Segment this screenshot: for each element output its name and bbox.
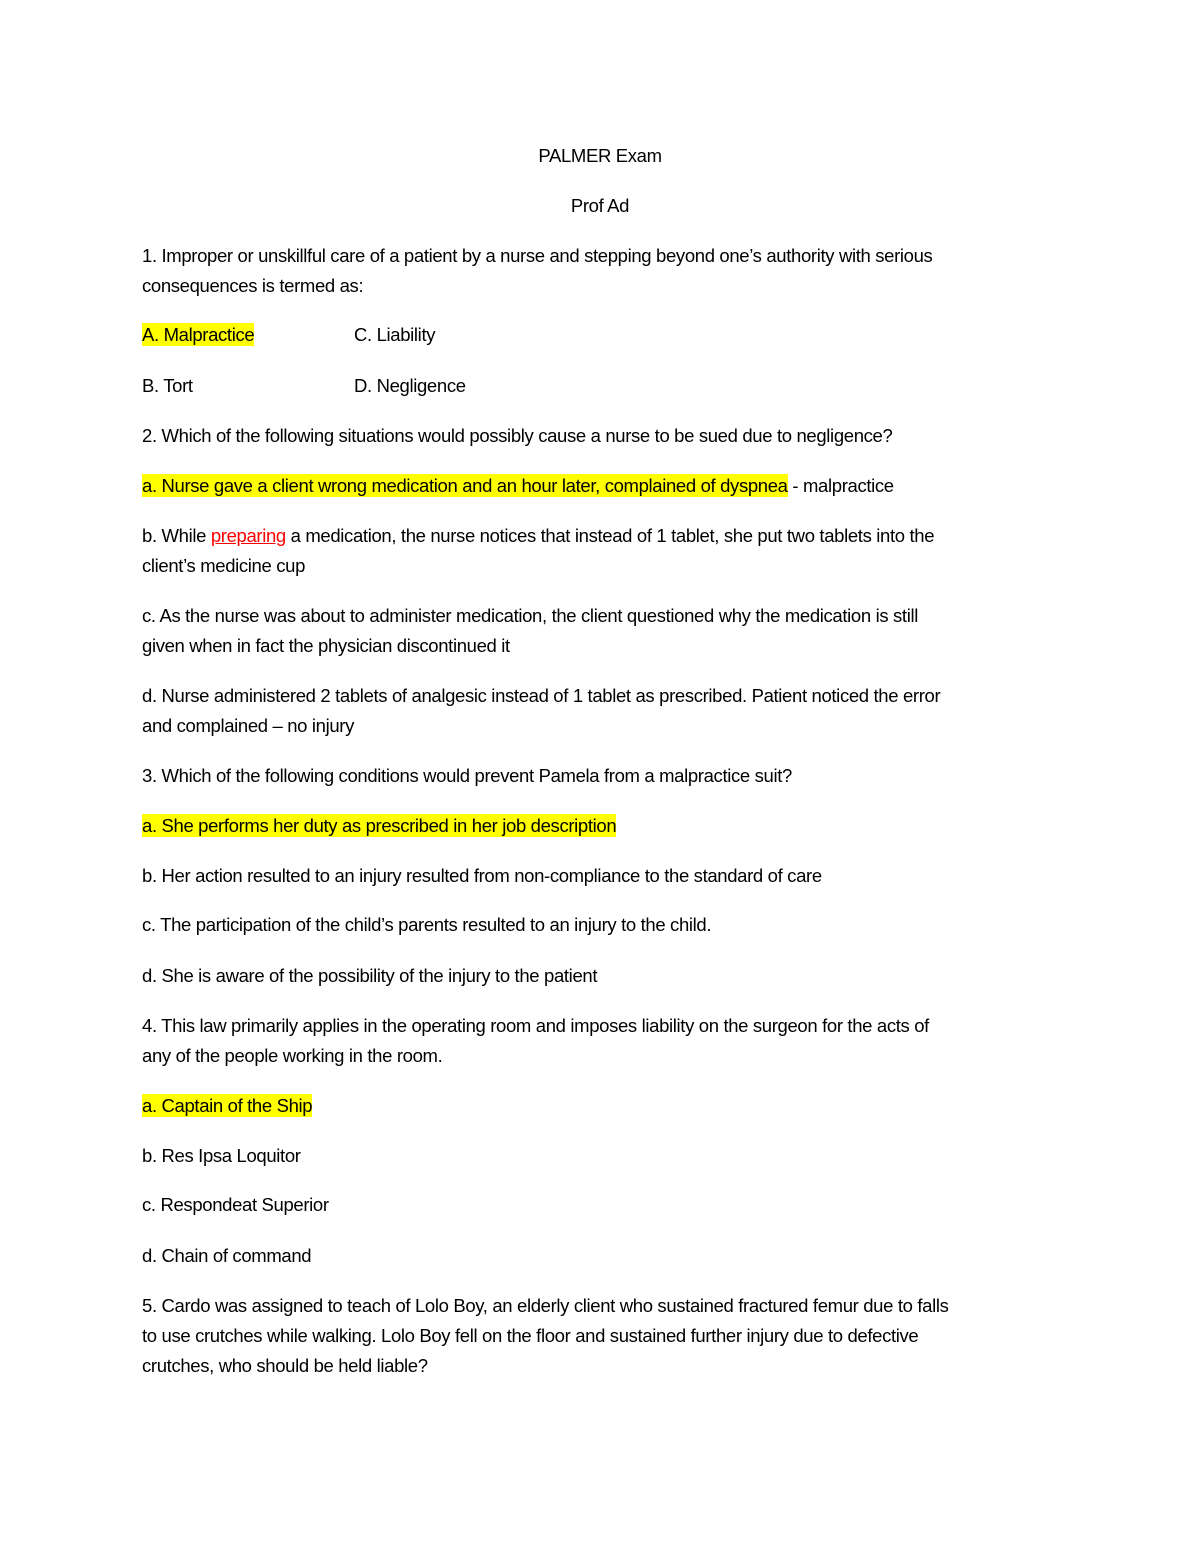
question-2-option-b bbox=[142, 521, 934, 551]
question-3-option-b: b. Her action resulted to an injury resulted from non-compliance to the standard of care bbox=[142, 865, 822, 886]
question-3-option-a bbox=[142, 811, 616, 841]
document-title: PALMER Exam bbox=[538, 145, 662, 166]
question-4-option-d: d. Chain of command bbox=[142, 1245, 312, 1266]
question-1-options-row1 bbox=[142, 320, 436, 350]
question-2-option-d-cont: and complained – no injury bbox=[142, 715, 355, 736]
question-2-option-d: d. Nurse administered 2 tablets of analgesic instead of 1 tablet as prescribed. Patient noticed the error bbox=[142, 685, 941, 706]
question-3-option-a-answer: a. She performs her duty as prescribed in her job description bbox=[142, 815, 617, 836]
question-2-option-b-cont: client’s medicine cup bbox=[142, 555, 306, 576]
question-3-option-c: c. The participation of the child’s parents resulted to an injury to the child. bbox=[142, 914, 712, 935]
emphasized-word: preparing bbox=[210, 525, 286, 546]
question-1-option-b: B. Tort bbox=[142, 375, 193, 396]
question-1-option-d: D. Negligence bbox=[354, 375, 466, 396]
question-4-option-a bbox=[142, 1091, 312, 1121]
question-1-text: 1. Improper or unskillful care of a patient by a nurse and stepping beyond one’s authority with serious bbox=[142, 245, 933, 266]
question-2-option-b-rest: a medication, the nurse notices that instead of 1 tablet, she put two tablets into the bbox=[285, 525, 935, 546]
question-1-option-c: C. Liability bbox=[354, 324, 436, 345]
question-5-text-cont: to use crutches while walking. Lolo Boy fell on the floor and sustained further injury due to defective bbox=[142, 1325, 919, 1346]
question-4-text: 4. This law primarily applies in the operating room and imposes liability on the surgeon for the acts of bbox=[142, 1015, 929, 1036]
question-4-option-a-answer: a. Captain of the Ship bbox=[142, 1095, 313, 1116]
question-4-option-c: c. Respondeat Superior bbox=[142, 1194, 329, 1215]
question-2-option-c-cont: given when in fact the physician discontinued it bbox=[142, 635, 510, 656]
document-subtitle: Prof Ad bbox=[570, 195, 630, 216]
question-3-text: 3. Which of the following conditions would prevent Pamela from a malpractice suit? bbox=[142, 765, 792, 786]
question-4-text-cont: any of the people working in the room. bbox=[142, 1045, 443, 1066]
question-2-text: 2. Which of the following situations would possibly cause a nurse to be sued due to negligence? bbox=[142, 425, 893, 446]
question-5-text-cont2: crutches, who should be held liable? bbox=[142, 1355, 428, 1376]
question-1-options-row2 bbox=[142, 371, 466, 401]
question-2-option-a-answer: a. Nurse gave a client wrong medication and an hour later, complained of dyspnea bbox=[142, 475, 788, 496]
question-2-option-b-prefix: b. While bbox=[142, 525, 211, 546]
question-5-text: 5. Cardo was assigned to teach of Lolo Boy, an elderly client who sustained fractured femur due to falls bbox=[142, 1295, 949, 1316]
question-2-option-c: c. As the nurse was about to administer medication, the client questioned why the medication is still bbox=[142, 605, 918, 626]
question-3-option-d: d. She is aware of the possibility of the injury to the patient bbox=[142, 965, 598, 986]
question-1-option-a-answer: A. Malpractice bbox=[142, 324, 255, 345]
question-1-text-cont: consequences is termed as: bbox=[142, 275, 364, 296]
question-2-option-a bbox=[142, 471, 894, 501]
question-4-option-b: b. Res Ipsa Loquitor bbox=[142, 1145, 301, 1166]
question-2-option-a-note: - malpractice bbox=[787, 475, 894, 496]
